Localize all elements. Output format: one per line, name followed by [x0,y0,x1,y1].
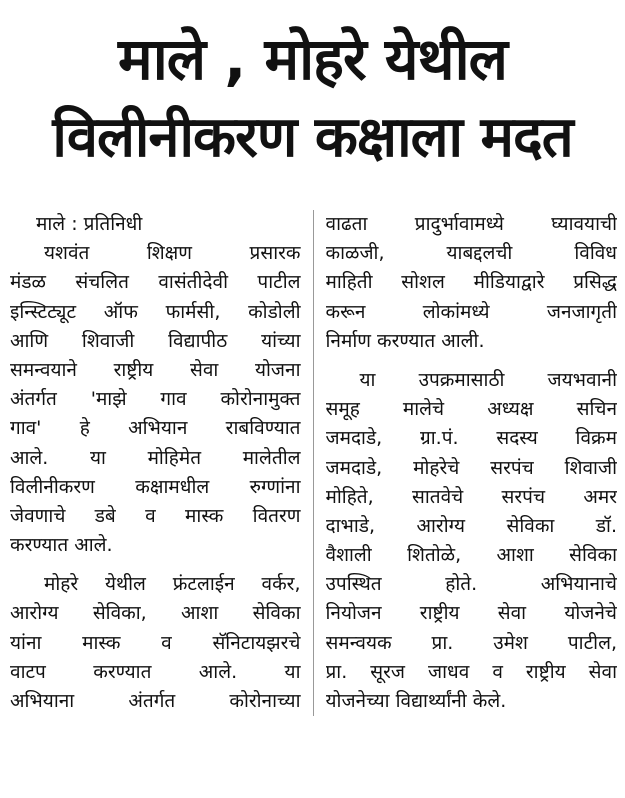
left-paragraph-1 [10,239,301,560]
text-line: वाढता प्रादुर्भावामध्ये घ्यावयाची [325,213,617,235]
text-line: उपस्थित होते. अभियानाचे [325,573,617,596]
text-line: आणि शिवाजी विद्यापीठ यांच्या [10,329,301,352]
headline-line-2: विलीनीकरण कक्षाला मदत [52,105,573,170]
text-line: यांना मास्क व सॅनिटायझरचे [10,631,301,654]
headline-line-1: माले , मोहरे येथील [118,25,507,93]
text-line: आरोग्य सेविका, आशा सेविका [10,602,301,625]
text-line: निर्माण करण्यात आली. [325,329,485,352]
text-line: मोहिते, सातवेचे सरपंच अमर [325,485,617,508]
text-line: करण्यात आले. [10,534,113,557]
text-line: मोहरे येथील फ्रंटलाईन वर्कर, [44,573,301,596]
left-column [10,210,314,716]
text-line: जेवणाचे डबे व मास्क वितरण [10,504,301,527]
text-line: मंडळ संचलित वासंतीदेवी पाटील [10,271,301,294]
text-line: माहिती सोशल मीडियाद्वारे प्रसिद्ध [325,271,617,294]
right-paragraph-2 [326,366,618,716]
article-body [10,210,617,716]
text-line: वैशाली शितोळे, आशा सेविका [325,544,617,567]
text-line: जमदाडे, मोहरेचे सरपंच शिवाजी [325,456,617,479]
text-line: प्रा. सूरज जाधव व राष्ट्रीय सेवा [325,660,617,683]
text-line: विलीनीकरण कक्षामधील रुग्णांना [10,475,301,498]
text-line: या उपक्रमासाठी जयभवानी [359,368,617,391]
left-paragraph-2 [10,570,301,716]
right-column [314,210,618,716]
text-line: दाभाडे, आरोग्य सेविका डॉ. [325,514,617,537]
text-line: आले. या मोहिमेत मालेतील [10,446,301,469]
text-line: काळजी, याबद्दलची विविध [325,242,617,265]
text-line: अभियाना अंतर्गत कोरोनाच्या [10,690,301,712]
text-line: समन्वयाने राष्ट्रीय सेवा योजना [10,358,301,381]
text-line: गाव' हे अभियान राबविण्यात [10,417,301,440]
text-line: अंतर्गत 'माझे गाव कोरोनामुक्त [10,388,301,411]
text-line: करून लोकांमध्ये जनजागृती [325,300,617,323]
text-line: नियोजन राष्ट्रीय सेवा योजनेचे [325,602,617,625]
text-line: जमदाडे, ग्रा.पं. सदस्य विक्रम [325,427,617,450]
text-line: समन्वयक प्रा. उमेश पाटील, [325,631,617,654]
text-line: वाटप करण्यात आले. या [10,660,301,683]
text-line: समूह मालेचे अध्यक्ष सचिन [325,398,617,421]
dateline: माले : प्रतिनिधी [36,213,143,235]
text-line: यशवंत शिक्षण प्रसारक [44,242,301,265]
text-line: योजनेच्या विद्यार्थ्यांनी केले. [325,690,507,712]
right-paragraph-1 [326,210,618,356]
text-line: इन्स्टिट्यूट ऑफ फार्मसी, कोडोली [10,300,301,323]
